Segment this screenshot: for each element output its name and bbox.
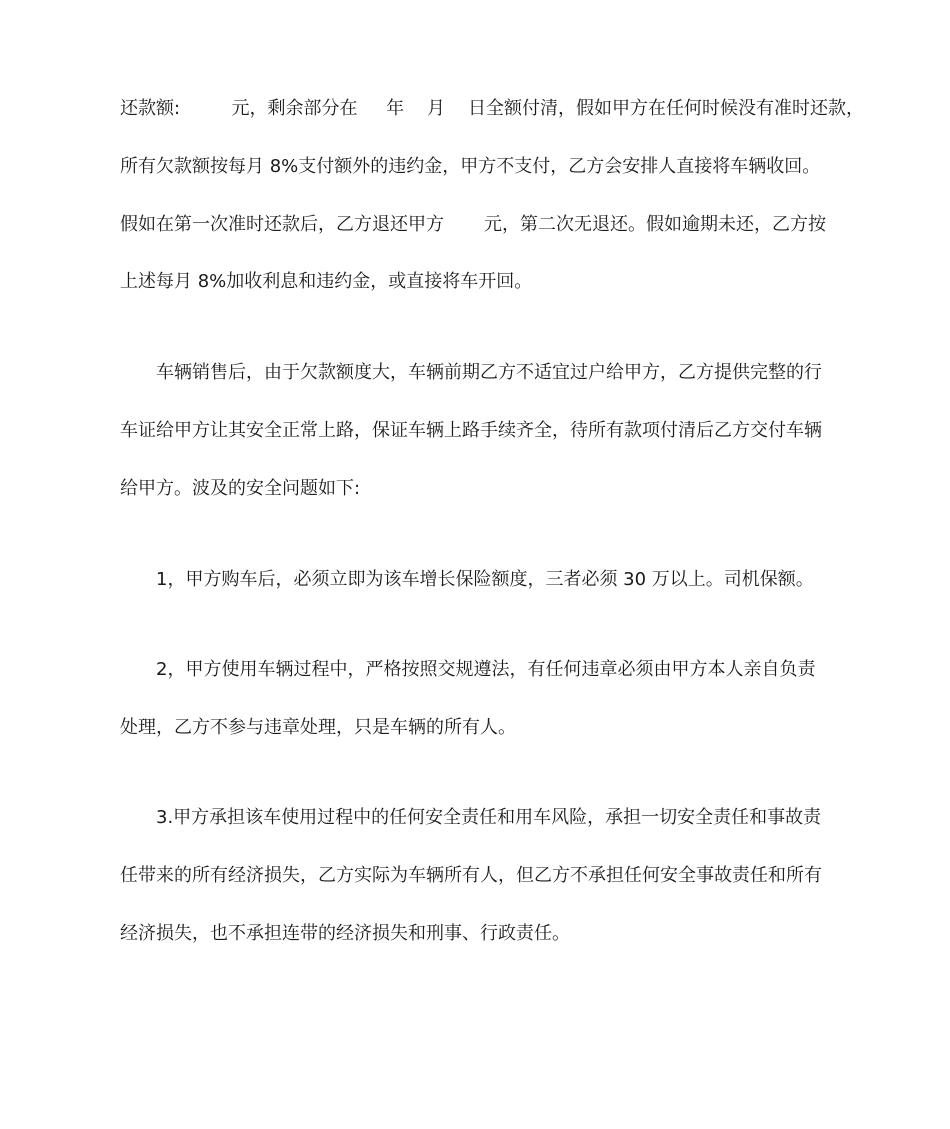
text-line-1: 还款额: 元，剩余部分在 年 月 日全额付清，假如甲方在任何时候没有准时还款， bbox=[120, 98, 864, 119]
text-line-12: 任带来的所有经济损失，乙方实际为车辆所有人，但乙方不承担任何安全事故责任和所有 bbox=[120, 865, 822, 886]
text-line-6: 车证给甲方让其安全正常上路，保证车辆上路手续齐全，待所有款项付清后乙方交付车辆 bbox=[120, 420, 822, 441]
text-line-5: 车辆销售后，由于欠款额度大，车辆前期乙方不适宜过户给甲方，乙方提供完整的行 bbox=[156, 362, 822, 383]
text-line-13: 经济损失，也不承担连带的经济损失和刑事、行政责任。 bbox=[120, 923, 570, 944]
text-line-10: 处理，乙方不参与违章处理，只是车辆的所有人。 bbox=[120, 717, 516, 738]
text-line-9: 2，甲方使用车辆过程中，严格按照交规遵法，有任何违章必须由甲方本人亲自负责 bbox=[156, 659, 816, 680]
text-line-7: 给甲方。波及的安全问题如下: bbox=[120, 478, 361, 499]
text-line-8: 1，甲方购车后，必须立即为该车增长保险额度，三者必须 30 万以上。司机保额。 bbox=[156, 569, 814, 590]
text-line-3: 假如在第一次准时还款后，乙方退还甲方 元，第二次无退还。假如逾期未还，乙方按 bbox=[120, 214, 827, 235]
text-line-11: 3.甲方承担该车使用过程中的任何安全责任和用车风险，承担一切安全责任和事故责 bbox=[156, 807, 822, 828]
text-line-2: 所有欠款额按每月 8%支付额外的违约金，甲方不支付，乙方会安排人直接将车辆收回。 bbox=[120, 156, 821, 177]
text-line-4: 上述每月 8%加收利息和违约金，或直接将车开回。 bbox=[120, 271, 533, 292]
